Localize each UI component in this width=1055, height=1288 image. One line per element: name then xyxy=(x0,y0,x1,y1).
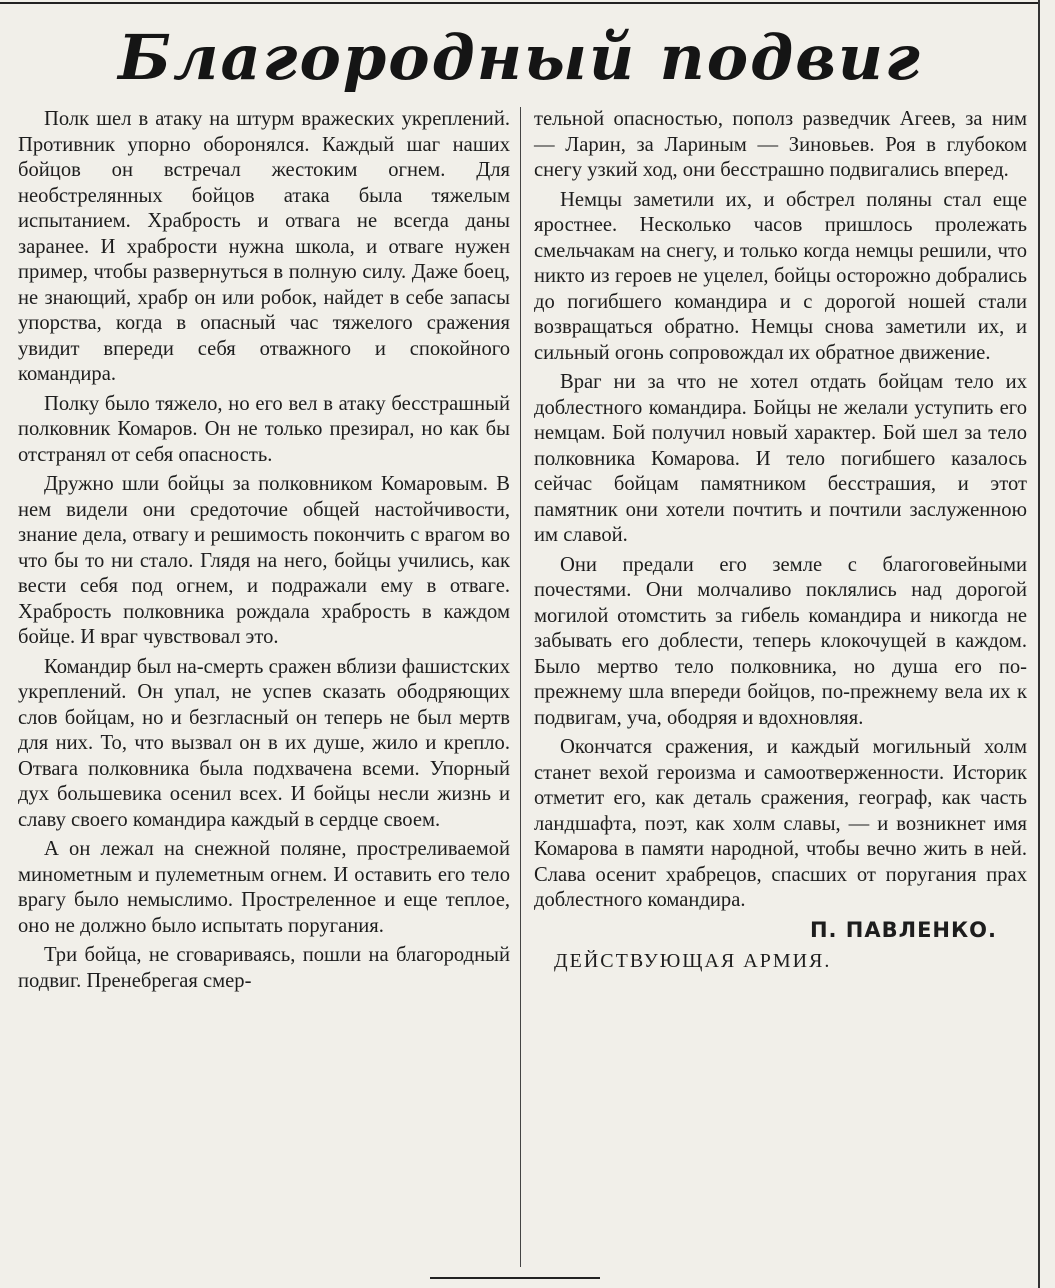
author-signature: П. ПАВЛЕНКО. xyxy=(809,917,997,942)
top-rule xyxy=(0,2,1040,4)
paragraph: Полку было тяжело, но его вел в атаку бесстрашный полковник Комаров. Он не только презирал, но как бы отстранял от себя опасность. xyxy=(18,392,510,466)
adjacent-column-fragment xyxy=(1044,0,1055,1288)
paragraph: Враг ни за что не хотел отдать бойцам тело их доблестного командира. Бойцы не желали уступить его немцам. Бой получил новый характер. Бой шел за тело полковника Комарова. И тело погибшего казалось сейчас бойцам памятником бесстрашия, и этот памятник они хотели почтить и почтили заслуженною им славой. xyxy=(534,371,1027,546)
column-divider xyxy=(520,107,521,1267)
dateline: ДЕЙСТВУЮЩАЯ АРМИЯ. xyxy=(554,950,832,972)
paragraph: А он лежал на снежной поляне, простреливаемой минометным и пулеметным огнем. И оставить его тело врагу было немыслимо. Простреленное и еще теплое, оно не должно было испытать поругания. xyxy=(18,838,510,937)
bottom-rule xyxy=(430,1277,600,1279)
paragraph: Полк шел в атаку на штурм вражеских укреплений. Противник упорно оборонялся. Каждый шаг наших бойцов он встречал жестоким огнем. Для необстрелянных бойцов атака была тяжелым испытанием. Храбрость и отвага не всегда даны заранее. И храбрости нужна школа, и отваге нужен пример, чтобы развернуться в полную силу. Даже боец, не знающий, храбр он или робок, найдет в себе запасы упорства, когда в опасный час тяжелого сражения увидит впереди себя отважного и спокойного командира. xyxy=(18,108,510,385)
paragraph: Немцы заметили их, и обстрел поляны стал еще яростнее. Несколько часов пришлось пролежать смельчакам на снегу, и только когда немцы решили, что никто из героев не уцелел, бойцы осторожно добрались до погибшего командира и с дорогой ношей стали возвращаться обратно. Немцы снова заметили их, и сильный огонь сопровождал их обратное движение. xyxy=(534,188,1027,364)
paragraph: тельной опасностью, пополз разведчик Агеев, за ним — Ларин, за Лариным — Зиновьев. Роя в глубоком снегу узкий ход, они бесстрашно подвигались вперед. xyxy=(534,108,1027,181)
paragraph: Они предали его земле с благоговейными почестями. Они молчаливо поклялись над дорогой могилой отомстить за гибель командира и никогда не забывать его доблести, теперь клокочущей в каждом. Было мертво тело полковника, но душа его по-прежнему шла впереди бойцов, по-прежнему вела их к подвигам, уча, ободряя и вдохновляя. xyxy=(534,553,1027,729)
paragraph: Дружно шли бойцы за полковником Комаровым. В нем видели они средоточие общей настойчивости, знание дела, отвагу и решимость покончить с врагом во что бы то ни стало. Глядя на него, бойцы учились, как вести себя под огнем, и подражали ему в отваге. Храбрость полковника рождала храбрость в каждом бойце. И враг чувствовал это. xyxy=(18,473,510,648)
paragraph: Три бойца, не сговариваясь, пошли на благородный подвиг. Пренебрегая смер- xyxy=(18,944,510,992)
paragraph: Командир был на-смерть сражен вблизи фашистских укреплений. Он упал, не успев сказать ободряющих слов бойцам, но и безгласный он теперь не был мертв для них. То, что вызвал он в их душе, жило и крепло. Отвага полковника была подхвачена всеми. Упорный дух большевика осенил всех. И бойцы несли жизнь и славу своего командира каждый в сердце своем. xyxy=(18,655,510,831)
right-column xyxy=(534,107,1027,975)
left-column xyxy=(18,107,510,998)
article-headline: Благородный подвиг xyxy=(118,21,922,94)
paragraph: Окончатся сражения, и каждый могильный холм станет вехой героизма и самоотверженности. Историк отметит его, как деталь сражения, географ, как часть ландшафта, поэт, как холм славы, — и возникнет имя Комарова в памяти народной, чтобы вечно жить в ней. Слава осенит храбрецов, спасших от поругания прах доблестного командира. xyxy=(534,736,1027,911)
right-column-rule xyxy=(1038,0,1040,1288)
